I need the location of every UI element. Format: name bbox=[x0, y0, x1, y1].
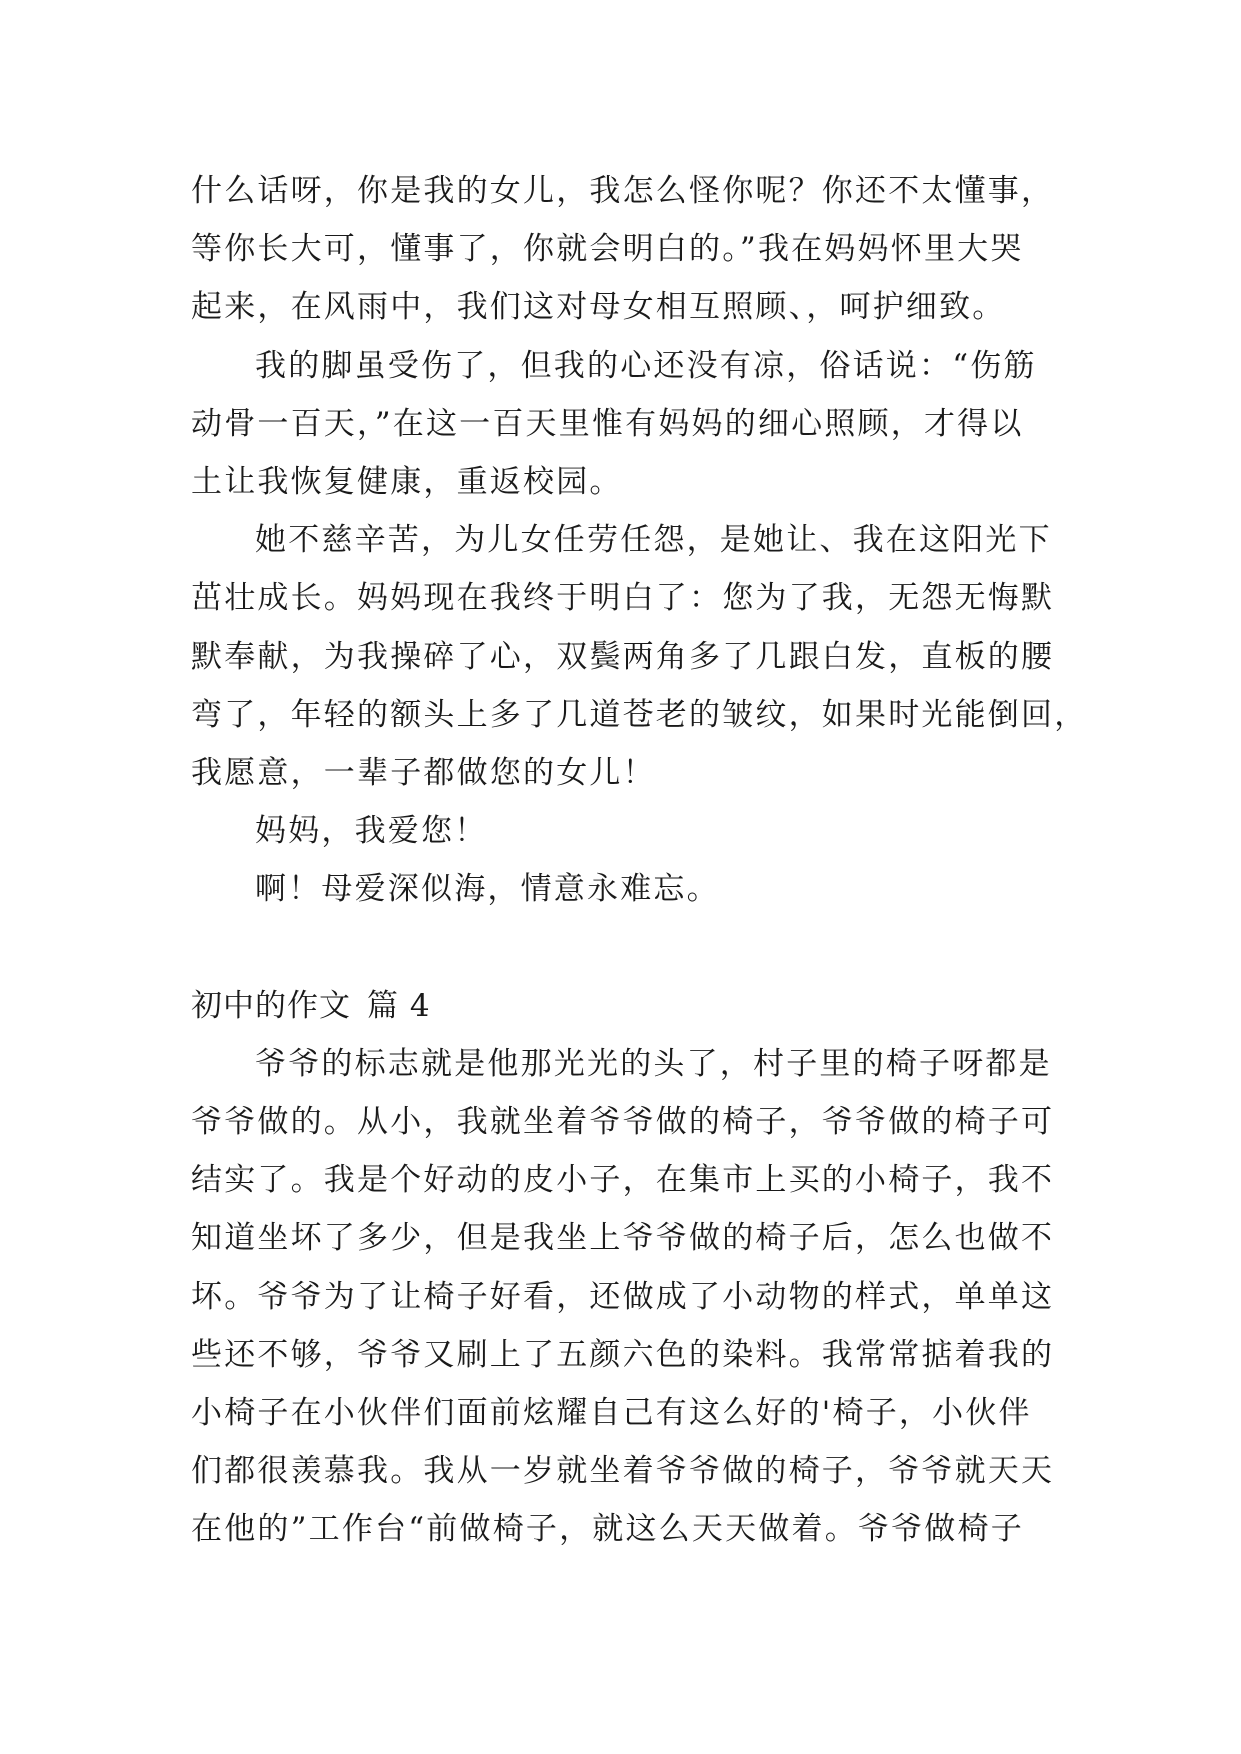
text-line: 结实了。我是个好动的皮小子，在集市上买的小椅子，我不 bbox=[191, 1162, 1055, 1199]
text-line: 我愿意，一辈子都做您的女儿！ bbox=[191, 754, 656, 791]
text-line: 默奉献，为我操碎了心，双鬓两角多了几跟白发，直板的腰 bbox=[191, 638, 1055, 675]
text-line: 起来，在风雨中，我们这对母女相互照顾、，呵护细致。 bbox=[191, 289, 1006, 326]
text-line: 爷爷做的。从小，我就坐着爷爷做的椅子，爷爷做的椅子可 bbox=[191, 1104, 1055, 1140]
text-line: 小椅子在小伙伴们面前炫耀自己有这么好的'椅子，小伙伴 bbox=[191, 1394, 1032, 1431]
text-line: 土让我恢复健康，重返校园。 bbox=[191, 463, 623, 500]
text-line: 弯了，年轻的额头上多了几道苍老的皱纹，如果时光能倒回， bbox=[191, 696, 1088, 733]
text-line: 她不慈辛苦，为儿女任劳任怨，是她让、我在这阳光下 bbox=[255, 522, 1052, 559]
text-line: 些还不够，爷爷又刷上了五颜六色的染料。我常常掂着我的 bbox=[191, 1336, 1055, 1373]
text-line: 啊！母爱深似海，情意永难忘。 bbox=[255, 871, 720, 908]
text-line: 茁壮成长。妈妈现在我终于明白了：您为了我，无怨无悔默 bbox=[191, 580, 1055, 617]
paragraph-gap bbox=[191, 918, 1061, 976]
text-line: 什么话呀，你是我的女儿，我怎么怪你呢？你还不太懂事， bbox=[191, 173, 1055, 209]
section-heading-tag: 篇 4 bbox=[367, 987, 431, 1024]
document-body bbox=[191, 162, 1088, 1559]
text-line: 知道坐坏了多少，但是我坐上爷爷做的椅子后，怎么也做不 bbox=[191, 1220, 1055, 1257]
text-line: 坏。爷爷为了让椅子好看，还做成了小动物的样式，单单这 bbox=[191, 1278, 1055, 1315]
section-heading bbox=[191, 977, 1061, 1035]
text-line: 爷爷的标志就是他那光光的头了，村子里的椅子呀都是 bbox=[255, 1045, 1052, 1082]
text-line: 妈妈，我爱您！ bbox=[255, 813, 488, 850]
section-heading-title: 初中的作文 bbox=[191, 987, 351, 1024]
text-line: 等你长大可，懂事了，你就会明白的。”我在妈妈怀里大哭 bbox=[191, 231, 1024, 268]
text-line: 动骨一百天，”在这一百天里惟有妈妈的细心照顾，才得以 bbox=[191, 405, 1024, 442]
text-line: 在他的”工作台“前做椅子，就这么天天做着。爷爷做椅子 bbox=[191, 1511, 1024, 1548]
text-line: 们都很羡慕我。我从一岁就坐着爷爷做的椅子，爷爷就天天 bbox=[191, 1453, 1055, 1490]
text-line: 我的脚虽受伤了，但我的心还没有凉，俗话说：“伤筋 bbox=[255, 347, 1037, 384]
